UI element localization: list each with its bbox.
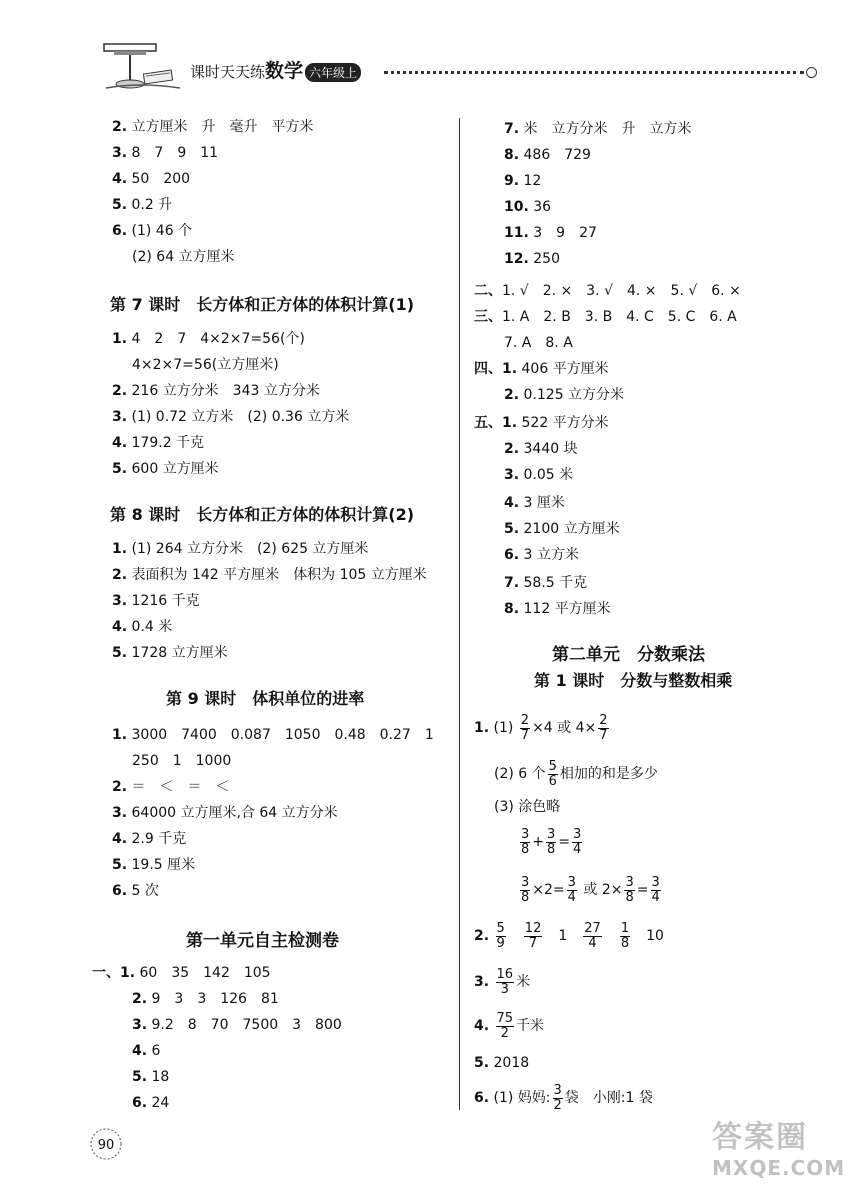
answer-line: 3. 64000 立方厘米,合 64 立方分米	[112, 805, 338, 821]
answer-line: 4×2×7=56(立方厘米)	[132, 357, 279, 373]
answer-line: 5. 18	[132, 1069, 170, 1085]
answer-line: 2. 216 立方分米 343 立方分米	[112, 383, 320, 399]
answer-line: 2. 0.125 立方分米	[504, 387, 625, 403]
answer-line: 11. 3 9 27	[504, 225, 597, 241]
answer-line: 5. 2018	[474, 1055, 530, 1071]
answer-line: 3. 1216 千克	[112, 593, 200, 609]
answer-line: 2. 9 3 3 126 81	[132, 991, 279, 1007]
answer-line: 12. 250	[504, 251, 560, 267]
answer-line: 8. 486 729	[504, 147, 591, 163]
page-number-badge	[86, 1124, 126, 1164]
answer-line: 6. (1) 46 个	[112, 223, 193, 239]
answer-line: 五、1. 522 平方分米	[474, 415, 609, 431]
answer-line: 1. 3000 7400 0.087 1050 0.48 0.27 1	[112, 727, 434, 743]
answer-line: 1. (1) 264 立方分米 (2) 625 立方厘米	[112, 541, 369, 557]
answer-line: 3. $\frac{16}{3}$ 米	[474, 966, 531, 997]
answer-line: 2. ＝ ＜ ＝ ＜	[112, 779, 230, 795]
answer-line: 9. 12	[504, 173, 542, 189]
answer-line: 三、1. A 2. B 3. B 4. C 5. C 6. A	[474, 309, 737, 325]
unit-title: 第二单元 分数乘法	[552, 645, 705, 665]
answer-line: 5. 1728 立方厘米	[112, 645, 228, 661]
answer-line: 8. 112 平方厘米	[504, 601, 611, 617]
answer-line: 2. 表面积为 142 平方厘米 体积为 105 立方厘米	[112, 567, 427, 583]
answer-line: 250 1 1000	[132, 753, 232, 769]
answer-line: 1. 4 2 7 4×2×7=56(个)	[112, 331, 305, 347]
answer-line: 4. $\frac{75}{2}$ 千米	[474, 1010, 545, 1041]
answer-line: 4. 6	[132, 1043, 161, 1059]
answer-line: 4. 50 200	[112, 171, 191, 187]
answer-line: 7. 米 立方分米 升 立方米	[504, 121, 692, 137]
answer-line: 5. 2100 立方厘米	[504, 521, 620, 537]
answer-line: (2) 6 个 $\frac{5}{6}$ 相加的和是多少	[494, 758, 658, 789]
equation-line: $\frac{3}{8}$ ×2= $\frac{3}{4}$ 或 2× $\frac{3}{8}$ = $\frac{3}{4}$	[521, 874, 660, 905]
answer-line: 10. 36	[504, 199, 552, 215]
answer-line: 四、1. 406 平方厘米	[474, 361, 609, 377]
answer-line: 5. 19.5 厘米	[112, 857, 196, 873]
header-title-big: 数学	[265, 60, 304, 82]
answer-line: (3) 涂色略	[494, 799, 561, 815]
answer-line: (2) 64 立方厘米	[132, 249, 235, 265]
header-dotted-line	[384, 71, 804, 74]
answer-line: 6. (1) 妈妈: $\frac{3}{2}$ 袋 小刚:1 袋	[474, 1082, 653, 1113]
answer-line: 2. 立方厘米 升 毫升 平方米	[112, 119, 314, 135]
answer-line: 5. 600 立方厘米	[112, 461, 219, 477]
page-header	[100, 38, 820, 94]
answer-line: 1. (1) $\frac{2}{7}$ ×4 或 4× $\frac{2}{7}$	[474, 712, 608, 743]
answer-line: 2. $\frac{5}{9}$ $\frac{12}{7}$ 1 $\frac{27}{4}$ $\frac{1}{8}$ 10	[474, 920, 664, 951]
answer-line: 6. 24	[132, 1095, 170, 1111]
answer-line: 一、1. 60 35 142 105	[92, 965, 271, 981]
answer-line: 3. 9.2 8 70 7500 3 800	[132, 1017, 342, 1033]
answer-line: 4. 0.4 米	[112, 619, 173, 635]
column-divider	[459, 118, 460, 1110]
answer-line: 5. 0.2 升	[112, 197, 173, 213]
answer-line: 2. 3440 块	[504, 441, 578, 457]
answer-line: 6. 5 次	[112, 883, 159, 899]
answer-line: 7. A 8. A	[504, 335, 573, 351]
lesson-heading: 第 8 课时 长方体和正方体的体积计算(2)	[110, 505, 415, 524]
grade-badge: 六年级上	[305, 63, 361, 82]
answer-line: 4. 179.2 千克	[112, 435, 205, 451]
answer-line: 二、1. √ 2. × 3. √ 4. × 5. √ 6. ×	[474, 283, 741, 299]
header-title-small: 课时天天练	[190, 63, 266, 81]
header-title	[190, 56, 361, 83]
lesson-heading: 第 1 课时 分数与整数相乘	[534, 671, 733, 690]
equation-line: $\frac{3}{8}$ + $\frac{3}{8}$ = $\frac{3}{4}$	[521, 826, 582, 857]
answer-line: 6. 3 立方米	[504, 547, 579, 563]
answer-line: 4. 2.9 千克	[112, 831, 187, 847]
desk-illustration-icon	[100, 38, 186, 94]
answer-line: 3. 8 7 9 11	[112, 145, 219, 161]
page-number: 90	[97, 1138, 115, 1153]
watermark-logo: 答案圈 MXQE.COM	[712, 1120, 846, 1180]
test-title: 第一单元自主检测卷	[186, 931, 339, 951]
answer-line: 4. 3 厘米	[504, 495, 565, 511]
answer-line: 7. 58.5 千克	[504, 575, 588, 591]
answer-line: 3. 0.05 米	[504, 467, 574, 483]
lesson-heading: 第 9 课时 体积单位的进率	[166, 689, 365, 708]
header-end-circle-icon	[806, 67, 817, 78]
answer-line: 3. (1) 0.72 立方米 (2) 0.36 立方米	[112, 409, 350, 425]
lesson-heading: 第 7 课时 长方体和正方体的体积计算(1)	[110, 295, 415, 314]
